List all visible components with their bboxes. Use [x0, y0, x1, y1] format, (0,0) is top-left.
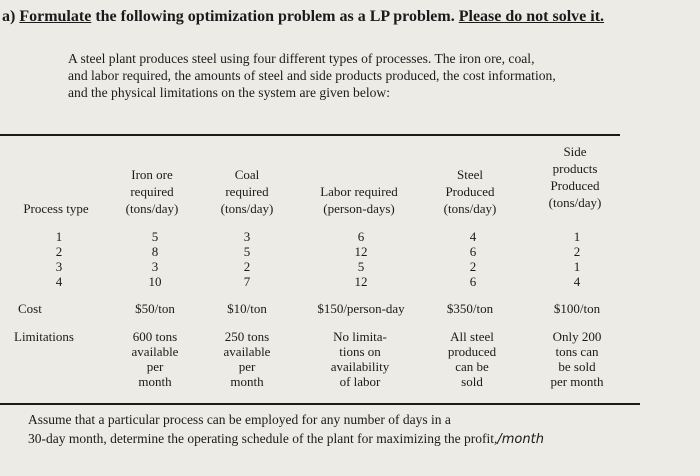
problem-heading: [2, 8, 604, 26]
intro-line-1: A steel plant produces steel using four different types of processes. The iron ore, coal,: [68, 51, 535, 66]
limit-steel-line: produced: [447, 344, 497, 359]
limit-side-line: per month: [550, 374, 604, 389]
limit-labor-line: tions on: [339, 344, 381, 359]
process-4: 4: [55, 274, 63, 289]
header-coal: [205, 166, 289, 217]
limit-labor-line: availability: [330, 359, 390, 374]
header-iron-line3: (tons/day): [125, 201, 179, 216]
table-top-rule: [0, 134, 620, 136]
side-value: 4: [573, 274, 581, 289]
limitations-row-label: Limitations: [14, 329, 74, 344]
coal-value: 5: [243, 244, 251, 259]
cost-coal: $10/ton: [227, 301, 267, 316]
header-iron-ore: [106, 166, 198, 217]
header-steel-line2: Produced: [445, 184, 495, 199]
coal-value: 3: [243, 229, 251, 244]
limit-coal-line: per: [238, 359, 256, 374]
cost-labor: $150/person-day: [317, 301, 405, 316]
header-labor-line1: Labor required: [320, 184, 398, 199]
footer-rest-1: that a particular process can be employed for any number of days in a: [71, 412, 451, 427]
header-steel: [430, 166, 510, 217]
footer-line-2: [28, 429, 678, 449]
iron-value: 3: [151, 259, 159, 274]
limit-coal: [205, 329, 289, 389]
steel-value: 6: [469, 274, 477, 289]
limit-iron: [108, 329, 202, 389]
limit-steel: [432, 329, 512, 389]
side-value: 2: [573, 244, 581, 259]
problem-footer: [28, 410, 678, 449]
limit-labor-line: of labor: [339, 374, 381, 389]
column-side-values: [562, 229, 592, 289]
header-side-line1: Side: [563, 144, 587, 159]
header-side-line3: Produced: [550, 178, 600, 193]
header-coal-line1: Coal: [234, 167, 260, 182]
cost-side: $100/ton: [553, 301, 601, 316]
column-process-numbers: [50, 229, 68, 289]
process-2: 2: [55, 244, 63, 259]
limit-iron-line: per: [146, 359, 164, 374]
handwritten-annotation: /month: [497, 432, 544, 447]
iron-value: 8: [151, 244, 159, 259]
limit-coal-line: 250 tons: [224, 329, 270, 344]
limit-iron-line: month: [138, 374, 172, 389]
header-labor-line2: (person-days): [323, 201, 395, 216]
heading-formulate: Formulate: [19, 8, 92, 25]
limit-iron-line: available: [131, 344, 179, 359]
header-iron-line2: required: [130, 184, 174, 199]
heading-instruction: Please do not solve it.: [458, 8, 605, 25]
table-bottom-rule: [0, 403, 640, 405]
limit-side-line: be sold: [558, 359, 596, 374]
coal-value: 2: [243, 259, 251, 274]
limit-steel-line: All steel: [450, 329, 494, 344]
column-steel-values: [458, 229, 488, 289]
column-labor-values: [344, 229, 378, 289]
process-1: 1: [55, 229, 63, 244]
side-value: 1: [573, 229, 581, 244]
limit-iron-line: 600 tons: [132, 329, 178, 344]
limit-steel-line: can be: [455, 359, 489, 374]
limit-labor-line: No limita-: [333, 329, 387, 344]
steel-value: 2: [469, 259, 477, 274]
steel-value: 4: [469, 229, 477, 244]
problem-intro: [68, 50, 648, 101]
column-iron-values: [138, 229, 172, 289]
labor-value: 12: [354, 274, 368, 289]
limit-coal-line: available: [223, 344, 271, 359]
side-value: 1: [573, 259, 581, 274]
limit-side: [530, 329, 624, 389]
heading-prefix: a): [2, 8, 20, 25]
footer-line-1: [28, 410, 678, 429]
footer-assume: Assume: [28, 412, 72, 427]
limit-steel-line: sold: [461, 374, 483, 389]
footer-line-2-text: 30-day month, determine the operating schedule of the plant for maximizing the profit,: [28, 431, 498, 446]
limit-side-line: Only 200: [552, 329, 602, 344]
process-3: 3: [55, 259, 63, 274]
limit-labor: [310, 329, 410, 389]
intro-line-2: and labor required, the amounts of steel and side products produced, the cost information,: [68, 68, 556, 83]
limit-coal-line: month: [230, 374, 264, 389]
header-side-line2: products: [552, 161, 598, 176]
header-process-label: Process type: [23, 201, 89, 216]
limit-side-line: tons can: [555, 344, 599, 359]
header-side-line4: (tons/day): [548, 195, 602, 210]
header-side-products: [530, 143, 620, 211]
cost-steel: $350/ton: [446, 301, 494, 316]
cost-iron: $50/ton: [135, 301, 175, 316]
header-steel-line3: (tons/day): [443, 201, 497, 216]
iron-value: 10: [148, 274, 162, 289]
labor-value: 6: [357, 229, 365, 244]
labor-value: 5: [357, 259, 365, 274]
iron-value: 5: [151, 229, 159, 244]
coal-value: 7: [243, 274, 251, 289]
steel-value: 6: [469, 244, 477, 259]
intro-line-3: and the physical limitations on the system are given below:: [68, 85, 391, 100]
header-coal-line3: (tons/day): [220, 201, 274, 216]
header-coal-line2: required: [225, 184, 269, 199]
header-iron-line1: Iron ore: [131, 167, 173, 182]
header-steel-line1: Steel: [457, 167, 483, 182]
header-labor: [300, 183, 418, 217]
heading-middle: the following optimization problem as a LP problem.: [91, 8, 459, 25]
column-coal-values: [232, 229, 262, 289]
header-process-type: [8, 200, 104, 217]
cost-row-label: Cost: [18, 301, 42, 316]
labor-value: 12: [354, 244, 368, 259]
